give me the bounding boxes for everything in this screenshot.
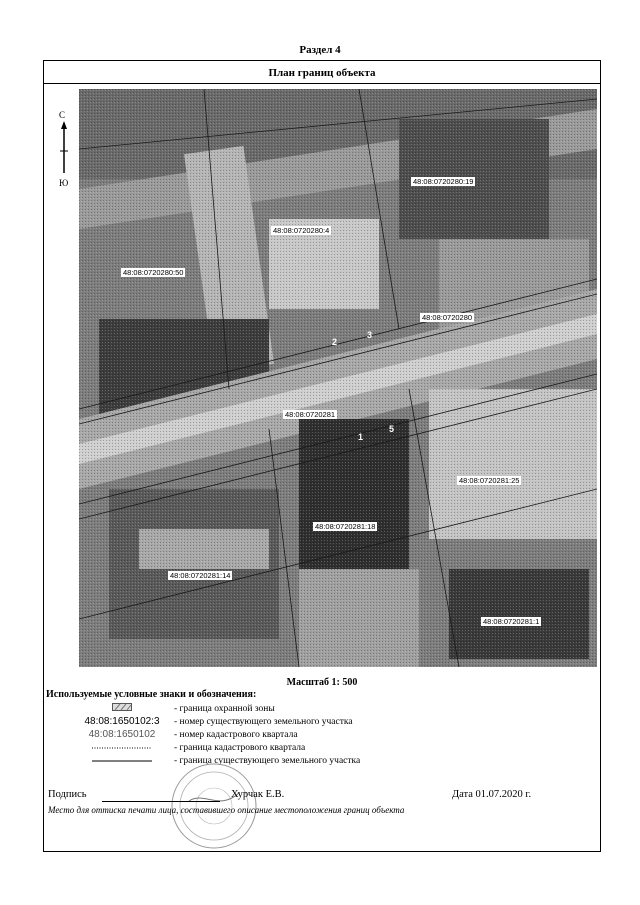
legend-item-parcel-number: [44, 716, 584, 728]
signer-name: Хурчак Е.В.: [231, 789, 285, 800]
parcel-label: 48:08:0720280:50: [123, 268, 184, 277]
legend-description: - граница кадастрового квартала: [174, 743, 306, 753]
compass-north-label: С: [59, 110, 66, 120]
document-frame: [43, 60, 601, 852]
legend-symbol: [72, 703, 172, 715]
hatched-box-icon: [112, 703, 132, 711]
point-label: 1: [358, 432, 364, 442]
parcel-label: 48:08:0720281:25: [459, 476, 520, 485]
legend-title: Используемые условные знаки и обозначения:: [46, 689, 257, 700]
compass-south-label: Ю: [59, 178, 69, 188]
legend-description: - номер существующего земельного участка: [174, 717, 353, 727]
legend-symbol: 48:08:1650102: [88, 729, 156, 740]
legend-item-parcel-boundary: [44, 755, 584, 767]
parcel-label: 48:08:0720281:1: [483, 617, 540, 626]
point-label: 2: [332, 337, 338, 347]
legend-item-protection-zone: [44, 703, 584, 715]
legend-description: - граница существующего земельного участка: [174, 756, 361, 766]
quarter-label: 48:08:0720281: [285, 410, 336, 419]
signature-line: [102, 801, 220, 802]
stamp-place-note: Место для оттиска печати лица, составившего описание местоположения границ объекта: [48, 805, 405, 815]
map-image: [79, 89, 597, 667]
parcel-label: 48:08:0720281:14: [170, 571, 231, 580]
title-divider: [44, 83, 600, 84]
signature-label: Подпись: [48, 789, 87, 800]
scale-label: Масштаб 1: 500: [286, 677, 358, 688]
quarter-label: 48:08:0720280: [422, 313, 473, 322]
legend-symbol: [72, 755, 172, 771]
point-label: 3: [367, 330, 373, 340]
section-title: Раздел 4: [299, 44, 341, 56]
parcel-label: 48:08:0720281:18: [315, 522, 376, 531]
dotted-line-icon: [92, 742, 152, 754]
plan-title: План границ объекта: [268, 67, 376, 79]
legend-description: - номер кадастрового квартала: [174, 730, 298, 740]
parcel-label: 48:08:0720280:19: [413, 177, 474, 186]
signature-date: Дата 01.07.2020 г.: [452, 789, 532, 800]
legend-item-quarter-number: [44, 729, 584, 741]
legend-description: - граница охранной зоны: [174, 704, 275, 714]
legend-symbol: 48:08:1650102:3: [84, 716, 160, 727]
legend-item-quarter-boundary: [44, 742, 584, 754]
point-label: 5: [389, 424, 395, 434]
aerial-imagery: [79, 89, 597, 667]
compass: [56, 111, 72, 191]
solid-line-icon: [92, 755, 152, 767]
parcel-label: 48:08:0720280:4: [273, 226, 330, 235]
